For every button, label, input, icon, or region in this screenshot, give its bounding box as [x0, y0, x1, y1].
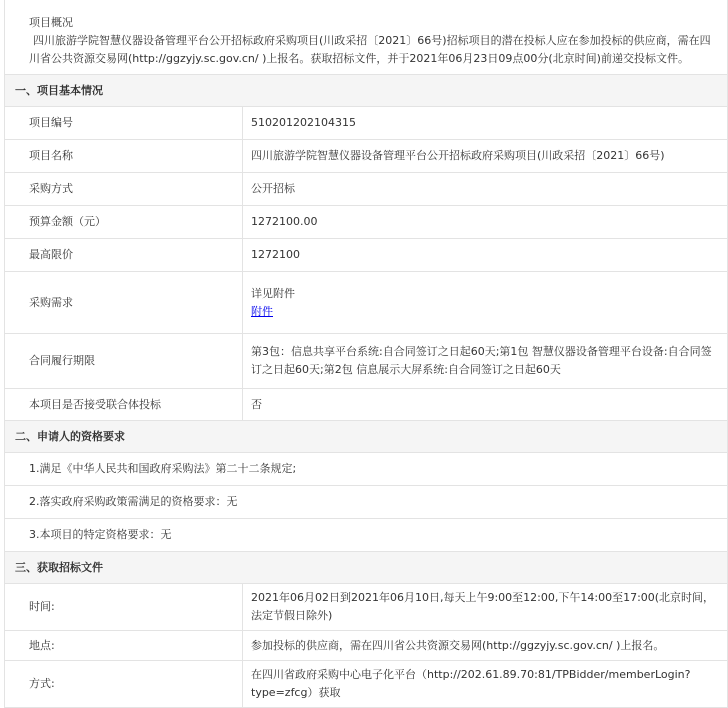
field-value: 1272100.00 [243, 206, 728, 239]
field-value: 2021年06月02日到2021年06月10日,每天上午9:00至12:00,下午14:00至17:00(北京时间，法定节假日除外) [243, 584, 728, 631]
table-row [5, 334, 727, 389]
table-row [5, 661, 727, 708]
section-get-documents-header: 三、获取招标文件 [5, 552, 727, 584]
requirement-text: 详见附件 [251, 286, 295, 300]
table-row [5, 584, 727, 631]
qualification-item: 2.落实政府采购政策需满足的资格要求：无 [5, 486, 727, 519]
field-value: 在四川省政府采购中心电子化平台（http://202.61.89.70:81/TPBidder/memberLogin?type=zfcg）获取 [243, 661, 728, 708]
field-value: 1272100 [243, 239, 728, 272]
field-value: 参加投标的供应商，需在四川省公共资源交易网(http://ggzyjy.sc.gov.cn/ )上报名。 [243, 631, 728, 661]
qualification-item: 3.本项目的特定资格要求：无 [5, 519, 727, 552]
field-label: 采购方式 [5, 173, 243, 206]
qualification-item: 1.满足《中华人民共和国政府采购法》第二十二条规定; [5, 453, 727, 486]
table-row [5, 206, 727, 239]
field-label: 时间: [5, 584, 243, 631]
section-basic-info-header: 一、项目基本情况 [5, 75, 727, 107]
field-label: 采购需求 [5, 272, 243, 334]
field-label: 项目编号 [5, 107, 243, 140]
field-label: 预算金额（元） [5, 206, 243, 239]
overview-title: 项目概况 [29, 16, 73, 29]
field-label: 最高限价 [5, 239, 243, 272]
field-label: 本项目是否接受联合体投标 [5, 389, 243, 421]
field-label: 地点: [5, 631, 243, 661]
table-row [5, 631, 727, 661]
get-documents-table [5, 584, 727, 708]
field-label: 合同履行期限 [5, 334, 243, 389]
field-value: 第3包：信息共享平台系统:自合同签订之日起60天;第1包 智慧仪器设备管理平台设备:自合同签订之日起60天;第2包 信息展示大屏系统:自合同签订之日起60天 [243, 334, 728, 389]
field-value: 公开招标 [243, 173, 728, 206]
field-value: 四川旅游学院智慧仪器设备管理平台公开招标政府采购项目(川政采招〔2021〕66号) [243, 140, 728, 173]
field-value: 510201202104315 [243, 107, 728, 140]
overview-text: 四川旅游学院智慧仪器设备管理平台公开招标政府采购项目(川政采招〔2021〕66号)招标项目的潜在投标人应在参加投标的供应商，需在四川省公共资源交易网(http://ggzyjy.sc.gov.cn/ )上报名。获取招标文件，并于2021年06月23日09点00分(北京时间)前递交投标文件。 [29, 34, 711, 65]
table-row [5, 239, 727, 272]
field-value [243, 272, 728, 334]
table-row [5, 389, 727, 421]
overview-block [5, 0, 727, 75]
section-qualification-header: 二、申请人的资格要求 [5, 421, 727, 453]
field-value: 否 [243, 389, 728, 421]
notice-document [4, 0, 728, 708]
basic-info-table [5, 107, 727, 421]
attachment-link[interactable]: 附件 [251, 304, 273, 318]
table-row [5, 140, 727, 173]
field-label: 方式: [5, 661, 243, 708]
table-row [5, 107, 727, 140]
table-row [5, 173, 727, 206]
table-row [5, 272, 727, 334]
field-label: 项目名称 [5, 140, 243, 173]
